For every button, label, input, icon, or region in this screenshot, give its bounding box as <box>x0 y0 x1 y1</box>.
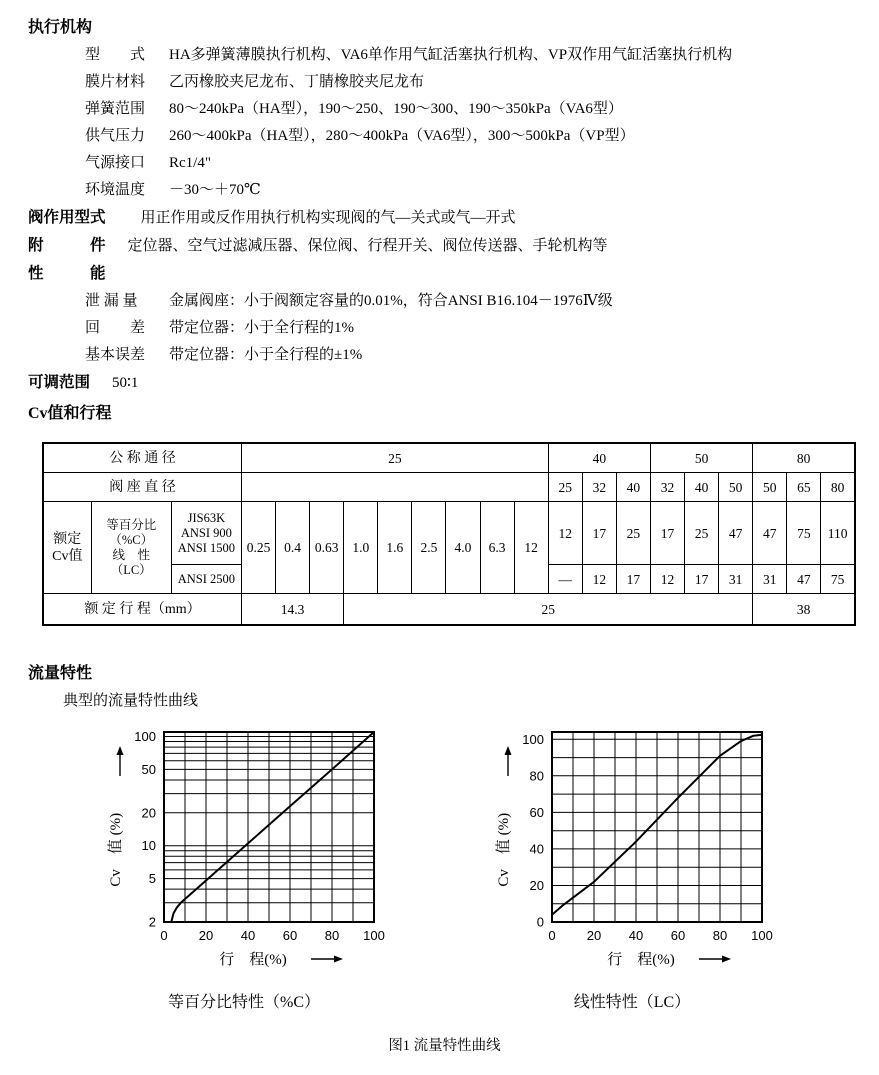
equal-percentage-chart-svg <box>94 722 394 980</box>
svg-text:Cv 值 (%): Cv 值 (%) <box>108 812 124 887</box>
spec-row-type <box>28 42 861 69</box>
table-row-seat-diameter <box>43 473 855 502</box>
rangeability-label: 可调范围 <box>28 374 91 391</box>
spec-value: 乙丙橡胶夹尼龙布、丁腈橡胶夹尼龙布 <box>169 74 425 90</box>
cv-value: 1.6 <box>378 502 412 594</box>
spec-label: 回 差 <box>85 320 146 336</box>
spec-value: 80～240kPa（HA型），190～250、190～300、190～350kPa（VA6型） <box>169 101 623 117</box>
nominal-group-50: 50 <box>650 443 752 473</box>
cv-value: 31 <box>719 565 753 594</box>
linear-chart-svg <box>482 722 782 980</box>
cv-value: 12 <box>582 565 616 594</box>
svg-text:40: 40 <box>240 928 256 943</box>
table-row-cv-class-a <box>43 502 855 565</box>
spec-label: 弹簧范围 <box>85 101 146 117</box>
cv-value: 6.3 <box>480 502 514 594</box>
valve-action-row <box>28 204 861 232</box>
svg-text:40: 40 <box>628 928 644 943</box>
cv-value: 110 <box>821 502 855 565</box>
accessories-row <box>28 232 861 260</box>
svg-text:20: 20 <box>586 928 602 943</box>
cv-value: 47 <box>787 565 821 594</box>
svg-text:60: 60 <box>670 928 686 943</box>
cv-value: 17 <box>582 502 616 565</box>
rangeability-value: 50∶1 <box>112 375 139 391</box>
seat-value: 80 <box>821 473 855 502</box>
svg-text:0: 0 <box>536 914 544 930</box>
rangeability-row <box>28 369 861 397</box>
spec-label: 膜片材料 <box>85 74 146 90</box>
svg-text:100: 100 <box>522 731 544 747</box>
svg-text:20: 20 <box>141 805 156 821</box>
nominal-group-25: 25 <box>241 443 548 473</box>
valve-action-label: 阀作用型式 <box>28 209 106 226</box>
cv-value: 75 <box>787 502 821 565</box>
seat-diameter-label: 阀 座 直 径 <box>43 473 241 502</box>
spec-value: 带定位器：小于全行程的1% <box>169 320 354 336</box>
svg-text:100: 100 <box>134 729 156 744</box>
spec-value: Rc1/4" <box>169 155 211 171</box>
seat-value: 40 <box>616 473 650 502</box>
svg-text:40: 40 <box>529 841 544 857</box>
flow-subtitle: 典型的流量特性曲线 <box>63 693 199 709</box>
spec-label: 供气压力 <box>85 128 146 144</box>
table-row-nominal-diameter <box>43 443 855 473</box>
svg-text:2: 2 <box>148 914 156 930</box>
spec-value: 260～400kPa（HA型），280～400kPa（VA6型），300～500kPa（VP型） <box>169 128 635 144</box>
section-heading-flow: 流量特性 <box>28 665 93 682</box>
cv-value: 1.0 <box>344 502 378 594</box>
cv-value: 75 <box>821 565 855 594</box>
svg-text:0: 0 <box>548 928 556 943</box>
svg-text:80: 80 <box>324 928 340 943</box>
seat-value: 32 <box>582 473 616 502</box>
characteristic-label: 等百分比 （%C） 线 性 （LC） <box>91 502 171 594</box>
cv-value: 17 <box>685 565 719 594</box>
svg-text:60: 60 <box>529 804 544 820</box>
cv-value: 31 <box>753 565 787 594</box>
seat-value: 50 <box>753 473 787 502</box>
spec-row-leakage <box>28 288 861 315</box>
seat-value: 50 <box>719 473 753 502</box>
spec-value: －30～＋70℃ <box>169 182 261 198</box>
valve-action-value: 用正作用或反作用执行机构实现阀的气—关式或气—开式 <box>140 210 516 226</box>
linear-caption: 线性特性（LC） <box>573 994 691 1011</box>
nominal-group-80: 80 <box>753 443 855 473</box>
equal-percentage-caption: 等百分比特性（%C） <box>167 994 320 1011</box>
cv-value: 47 <box>719 502 753 565</box>
spec-row-ambient-temp <box>28 177 861 204</box>
spec-label: 环境温度 <box>85 182 146 198</box>
spec-row-spring-range <box>28 96 861 123</box>
linear-chart <box>482 722 782 1012</box>
travel-value: 14.3 <box>241 594 343 626</box>
cv-value: 4.0 <box>446 502 480 594</box>
svg-text:80: 80 <box>529 768 544 784</box>
spec-row-diaphragm <box>28 69 861 96</box>
svg-text:20: 20 <box>198 928 214 943</box>
spec-row-supply-pressure <box>28 123 861 150</box>
travel-value: 38 <box>753 594 855 626</box>
section-heading-actuator: 执行机构 <box>28 19 93 36</box>
spec-label: 基本误差 <box>85 347 146 363</box>
nominal-diameter-label: 公 称 通 径 <box>43 443 241 473</box>
svg-text:80: 80 <box>712 928 728 943</box>
cv-value: 0.25 <box>241 502 275 594</box>
section-heading-cv-travel: Cv值和行程 <box>28 405 112 422</box>
svg-text:50: 50 <box>141 761 156 777</box>
spec-label: 型 式 <box>85 47 146 63</box>
spec-row-air-connection <box>28 150 861 177</box>
svg-text:Cv 值 (%): Cv 值 (%) <box>496 812 512 887</box>
svg-text:行 程(%): 行 程(%) <box>219 952 287 968</box>
spec-label: 气源接口 <box>85 155 146 171</box>
spec-row-hysteresis <box>28 315 861 342</box>
svg-text:行 程(%): 行 程(%) <box>607 952 675 968</box>
cv-value: 2.5 <box>412 502 446 594</box>
spec-label: 泄 漏 量 <box>85 293 138 309</box>
nominal-group-40: 40 <box>548 443 650 473</box>
travel-value: 25 <box>344 594 753 626</box>
cv-travel-table <box>42 442 856 626</box>
cv-value: 12 <box>514 502 548 594</box>
table-row-rated-travel <box>43 594 855 626</box>
pressure-class-b: ANSI 2500 <box>171 565 241 594</box>
seat-blank-cell <box>241 473 548 502</box>
accessories-value: 定位器、空气过滤减压器、保位阀、行程开关、阀位传送器、手轮机构等 <box>127 238 608 254</box>
spec-value: 带定位器：小于全行程的±1% <box>169 347 363 363</box>
cv-value: 25 <box>685 502 719 565</box>
seat-value: 25 <box>548 473 582 502</box>
svg-text:100: 100 <box>751 928 773 943</box>
accessories-label: 附 件 <box>28 237 106 254</box>
svg-text:5: 5 <box>148 871 156 887</box>
svg-text:0: 0 <box>160 928 168 943</box>
pressure-class-a: JIS63K ANSI 900 ANSI 1500 <box>171 502 241 565</box>
svg-text:100: 100 <box>363 928 385 943</box>
equal-percentage-chart <box>94 722 394 1012</box>
cv-value: 12 <box>650 565 684 594</box>
cv-value: 17 <box>616 565 650 594</box>
cv-value: 47 <box>753 502 787 565</box>
cv-value: 0.63 <box>310 502 344 594</box>
seat-value: 40 <box>685 473 719 502</box>
figure-caption: 图1 流量特性曲线 <box>388 1038 501 1054</box>
cv-value: 17 <box>650 502 684 565</box>
spec-row-basic-error <box>28 342 861 369</box>
svg-text:10: 10 <box>141 838 156 854</box>
rated-travel-label: 额 定 行 程（mm） <box>43 594 241 626</box>
performance-heading-row <box>28 260 861 288</box>
performance-heading: 性 能 <box>28 265 106 282</box>
svg-text:60: 60 <box>282 928 298 943</box>
seat-value: 65 <box>787 473 821 502</box>
cv-value: 12 <box>548 502 582 565</box>
seat-value: 32 <box>650 473 684 502</box>
cv-value: — <box>548 565 582 594</box>
flow-charts <box>28 722 861 1012</box>
spec-value: 金属阀座：小于阀额定容量的0.01%，符合ANSI B16.104－1976Ⅳ级 <box>169 293 613 309</box>
cv-value: 25 <box>616 502 650 565</box>
cv-value: 0.4 <box>276 502 310 594</box>
svg-text:20: 20 <box>529 878 544 893</box>
rated-cv-label: 额定 Cv值 <box>43 502 91 594</box>
spec-value: HA多弹簧薄膜执行机构、VA6单作用气缸活塞执行机构、VP双作用气缸活塞执行机构 <box>169 47 733 63</box>
